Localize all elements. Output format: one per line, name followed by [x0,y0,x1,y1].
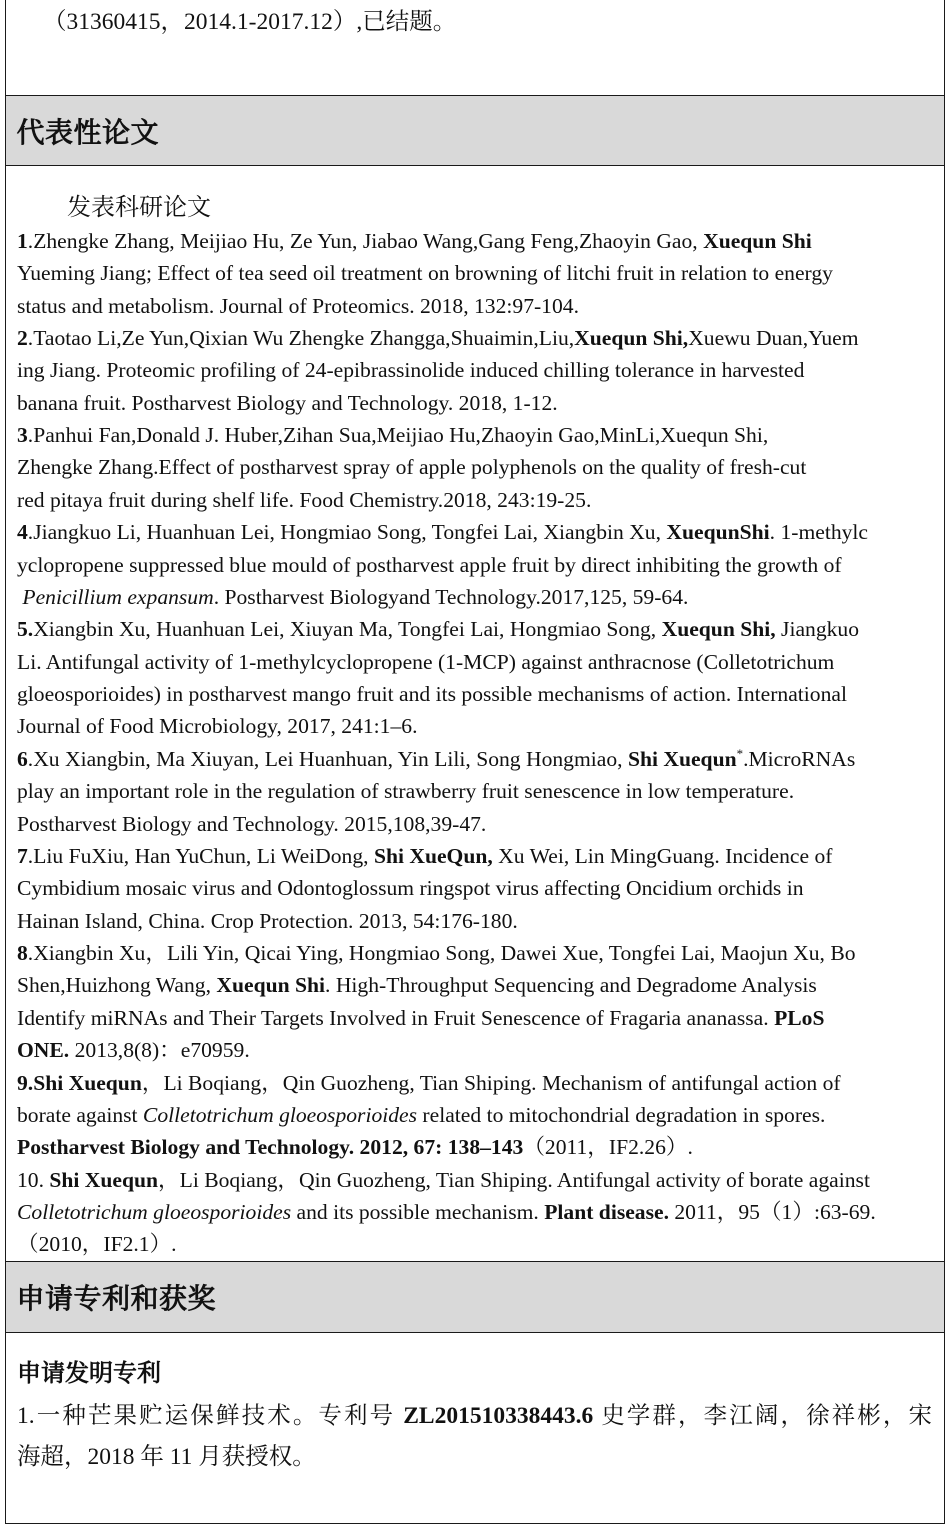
bold-text: Shi Xuequn [627,746,737,771]
text-run: ，Li Boqiang，Qin Guozheng, Tian Shiping. Mechanism of antifungal action of [141,1070,841,1095]
bold-text: XuequnShi [666,520,770,545]
bold-text: 4 [17,520,28,545]
text-run: related to mitochondrial degradation in spores. [417,1102,826,1127]
text-run: .Zhengke Zhang, Meijiao Hu, Ze Yun, Jiabao Wang,Gang Feng,Zhaoyin Gao, [27,228,704,253]
publication-line [17,1196,937,1228]
publication-line [17,678,937,710]
bold-text: 7 [17,843,28,868]
publication-line [17,872,937,904]
bold-text: Xuequn Shi [216,973,326,998]
text-run: .Xiangbin Xu，Lili Yin, Qicai Ying, Hongmiao Song, Dawei Xue, Tongfei Lai, Maojun Xu, Bo [27,941,856,966]
publication-line [17,1067,937,1099]
bold-text: ZL201510338443.6 [403,1402,594,1429]
text-run: （2010，IF2.1）. [17,1232,177,1257]
bold-text: 6 [17,746,28,771]
text-run: Li. Antifungal activity of 1-methylcyclopropene (1-MCP) against anthracnose (Colletotrichum [17,649,835,674]
text-run: Zhengke Zhang.Effect of postharvest spray of apple polyphenols on the quality of fresh-cut [17,455,807,480]
publication-entry [17,322,937,419]
patents-block [17,1358,932,1478]
publications-block [17,192,937,1260]
text-run: Journal of Food Microbiology, 2017, 241:1–6. [17,714,418,739]
publication-entry [17,1164,937,1261]
italic-text: Penicillium expansum [22,584,214,609]
section-header-patents [5,1262,945,1333]
funding-note: （31360415，2014.1-2017.12）,已结题。 [43,9,457,35]
publication-entry [17,419,937,516]
text-run: .Jiangkuo Li, Huanhuan Lei, Hongmiao Song, Tongfei Lai, Xiangbin Xu, [27,520,667,545]
italic-text: Colletotrichum gloeosporioides [17,1200,292,1225]
bold-text: Plant disease. [544,1200,669,1225]
text-run: .Taotao Li,Ze Yun,Qixian Wu Zhengke Zhangga,Shuaimin,Liu, [27,325,575,350]
text-run: gloeosporioides) in postharvest mango fruit and its possible mechanisms of action. International [17,682,847,707]
publication-line [17,1099,937,1131]
italic-text: Colletotrichum gloeosporioides [142,1102,418,1127]
text-run: yclopropene suppressed blue mould of postharvest apple fruit by direct inhibiting the growth of [17,552,842,577]
publication-line [17,354,937,386]
patent-line [17,1396,932,1437]
publication-line [17,743,937,775]
bold-text: 1 [17,228,28,253]
text-run: .Liu FuXiu, Han YuChun, Li WeiDong, [27,843,374,868]
publication-line [17,710,937,742]
text-run: .Panhui Fan,Donald J. Huber,Zihan Sua,Meijiao Hu,Zhaoyin Gao,MinLi,Xuequn Shi, [27,423,769,448]
bold-text: 9.Shi Xuequn [17,1070,142,1095]
text-run: . 1-methylc [769,520,868,545]
text-run: . High-Throughput Sequencing and Degradome Analysis [325,973,817,998]
bold-text: Xuequn Shi, [574,325,689,350]
superscript-mark: * [736,745,744,761]
publication-list [17,225,937,1261]
text-run: Hainan Island, China. Crop Protection. 2013, 54:176-180. [17,908,518,933]
text-run: red pitaya fruit during shelf life. Food Chemistry.2018, 243:19-25. [17,487,592,512]
patents-subheading: 申请发明专利 [17,1361,161,1387]
text-run: banana fruit. Postharvest Biology and Technology. 2018, 1-12. [17,390,558,415]
publication-line [17,484,937,516]
bold-text: 5. [17,617,34,642]
bold-text: Shi Xuequn [49,1167,159,1192]
text-run: 1.一种芒果贮运保鲜技术。专利号 [17,1402,404,1429]
publication-line [17,969,937,1001]
publication-line [17,613,937,645]
publication-line [17,419,937,451]
bold-text: Shi XueQun, [373,843,493,868]
publication-entry [17,225,937,322]
publication-line [17,1034,937,1066]
text-run: Jiangkuo [775,617,860,642]
publication-entry [17,937,937,1067]
patent-entry [17,1396,932,1478]
section-heading-patents: 申请专利和获奖 [16,1284,217,1315]
text-run: Xuewu Duan,Yuem [688,325,859,350]
publication-line [17,1002,937,1034]
bold-text: Xuequn Shi, [661,617,776,642]
text-run: 2011，95（1）:63-69. [668,1200,876,1225]
bold-text: 8 [17,941,28,966]
text-run: Postharvest Biology and Technology. 2015,108,39-47. [17,811,487,836]
text-run: Xu Wei, Lin MingGuang. Incidence of [492,843,833,868]
bold-text: 2 [17,325,28,350]
publication-entry [17,743,937,840]
publication-line [17,840,937,872]
text-run: （2011，IF2.26）. [523,1135,693,1160]
text-run: Xiangbin Xu, Huanhuan Lei, Xiuyan Ma, Tongfei Lai, Hongmiao Song, [33,617,662,642]
publication-entry [17,613,937,743]
text-run: ing Jiang. Proteomic profiling of 24-epibrassinolide induced chilling tolerance in harvested [17,358,805,383]
text-run: borate against [17,1102,143,1127]
publication-line [17,257,937,289]
publication-line [17,322,937,354]
text-run: 海超，2018 年 11 月获授权。 [17,1443,316,1470]
text-run: and its possible mechanism. [291,1200,545,1225]
publication-line [17,1164,937,1196]
publication-entry [17,516,937,613]
text-run: Identify miRNAs and Their Targets Involved in Fruit Senescence of Fragaria ananassa. [17,1005,775,1030]
publication-line [17,1228,937,1260]
text-run: status and metabolism. Journal of Proteomics. 2018, 132:97-104. [17,293,579,318]
publication-line [17,937,937,969]
section-heading-publications: 代表性论文 [16,117,160,149]
text-run: Shen,Huizhong Wang, [17,973,217,998]
bold-text: 3 [17,423,28,448]
text-run: Cymbidium mosaic virus and Odontoglossum ringspot virus affecting Oncidium orchids in [17,876,804,901]
publication-line [17,581,937,613]
bold-text: Postharvest Biology and Technology. 2012, 67: 138–143 [17,1135,524,1160]
publication-line [17,1131,937,1163]
text-run: 10. [17,1167,50,1192]
publication-line [17,808,937,840]
bold-text: PLoS [774,1005,825,1030]
text-run: 2013,8(8)：e70959. [69,1038,250,1063]
patent-list [17,1396,932,1478]
text-run: . Postharvest Biologyand Technology.2017,125, 59-64. [213,584,689,609]
publications-subheading: 发表科研论文 [67,195,211,222]
publication-line [17,290,937,322]
publication-entry [17,1067,937,1164]
publication-line [17,387,937,419]
publication-line [17,516,937,548]
text-run: .Xu Xiangbin, Ma Xiuyan, Lei Huanhuan, Yin Lili, Song Hongmiao, [27,746,628,771]
publication-line [17,646,937,678]
text-run: .MicroRNAs [743,746,856,771]
publication-line [17,549,937,581]
patent-line [17,1437,932,1478]
publication-entry [17,840,937,937]
text-run: Yueming Jiang; Effect of tea seed oil treatment on browning of litchi fruit in relation to energy [17,261,833,286]
text-run: 史学群，李江阔，徐祥彬，宋 [593,1402,933,1429]
bold-text: Xuequn Shi [703,228,812,253]
publication-line [17,905,937,937]
bold-text: ONE. [17,1038,70,1063]
publication-line [17,775,937,807]
publication-line [17,451,937,483]
text-run: play an important role in the regulation of strawberry fruit senescence in low temperature. [17,779,795,804]
section-header-publications [5,96,945,166]
text-run: ，Li Boqiang，Qin Guozheng, Tian Shiping. Antifungal activity of borate against [158,1167,870,1192]
publication-line [17,225,937,257]
